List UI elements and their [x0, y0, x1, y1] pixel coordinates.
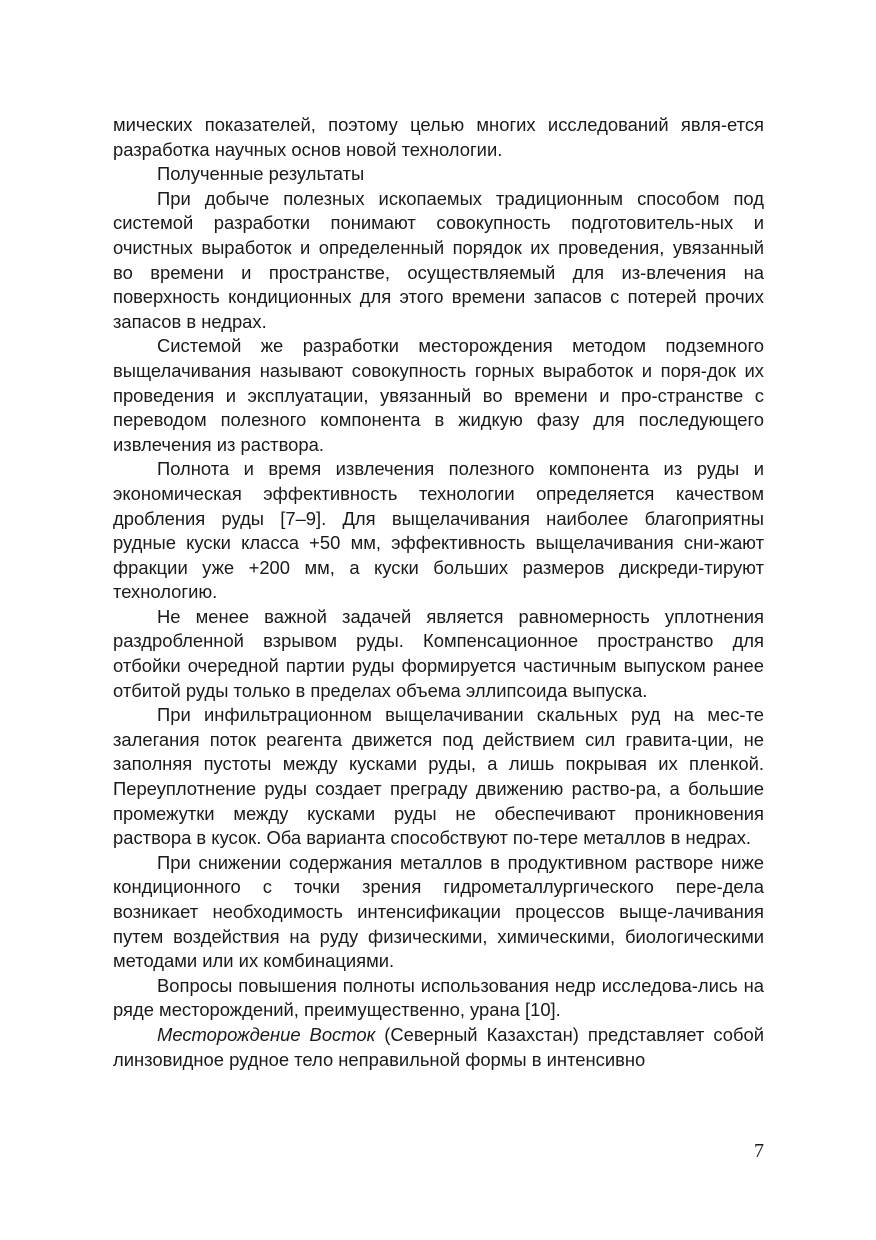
paragraph-research: Вопросы повышения полноты использования недр исследова-лись на ряде месторождений, преимущественно, урана [10]. — [113, 974, 764, 1021]
paragraph-mining-system: При добыче полезных ископаемых традиционным способом под системой разработки понимают совокупность подготовитель-ных и очистных выработок и определенный порядок их проведения, увязанный во времени и пространстве, осуществляемый для из-влечения на поверхность кондиционных для этого времени запасов с потерей прочих запасов в недрах. — [113, 187, 764, 332]
paragraph-intensification: При снижении содержания металлов в продуктивном растворе ниже кондиционного с точки зрения гидрометаллургического пере-дела возникает необходимость интенсификации процессов выще-лачивания путем воздействия на руду физическими, химическими, биологическими методами или их комбинациями. — [113, 851, 764, 972]
deposit-description: (Северный Казахстан) представляет собой линзовидное рудное тело неправильной формы в интенсивно — [113, 1023, 764, 1070]
paragraph-compaction: Не менее важной задачей является равномерность уплотнения раздробленной взрывом руды. Компенсационное пространство для отбойки очередной партии руды формируется частичным выпуском ранее отбитой руды только в пределах объема эллипсоида выпуска. — [113, 605, 764, 701]
section-heading: Полученные результаты — [157, 163, 365, 185]
paragraph-leaching-system: Системой же разработки месторождения методом подземного выщелачивания называют совокупность горных выработок и поря-док их проведения и эксплуатации, увязанный во времени и про-странстве с переводом полезного компонента в жидкую фазу для последующего извлечения из раствора. — [113, 335, 764, 455]
paragraph-vostok-deposit — [113, 1023, 764, 1072]
deposit-name: Месторождение Восток — [157, 1023, 376, 1045]
paragraph-ore-crushing: Полнота и время извлечения полезного компонента из руды и экономическая эффективность технологии определяется качеством дробления руды [7–9]. Для выщелачивания наиболее благоприятны рудные куски класса +50 мм, эффективность выщелачивания сни-жают фракции уже +200 мм, а куски больших размеров дискреди-тируют технологию. — [113, 458, 764, 603]
page-number: 7 — [754, 1140, 764, 1162]
page-body — [113, 113, 764, 1072]
paragraph-continuation: мических показателей, поэтому целью многих исследований явля-ется разработка научных основ новой технологии. — [113, 114, 764, 160]
paragraph-infiltration: При инфильтрационном выщелачивании скальных руд на мес-те залегания поток реагента движется под действием сил гравита-ции, не заполняя пустоты между кусками руды, а лишь покрывая их пленкой. Переуплотнение руды создает преграду движению раство-ра, а большие промежутки между кусками руды не обеспечивают проникновения раствора в кусок. Оба варианта способствуют по-тере металлов в недрах. — [113, 704, 764, 849]
